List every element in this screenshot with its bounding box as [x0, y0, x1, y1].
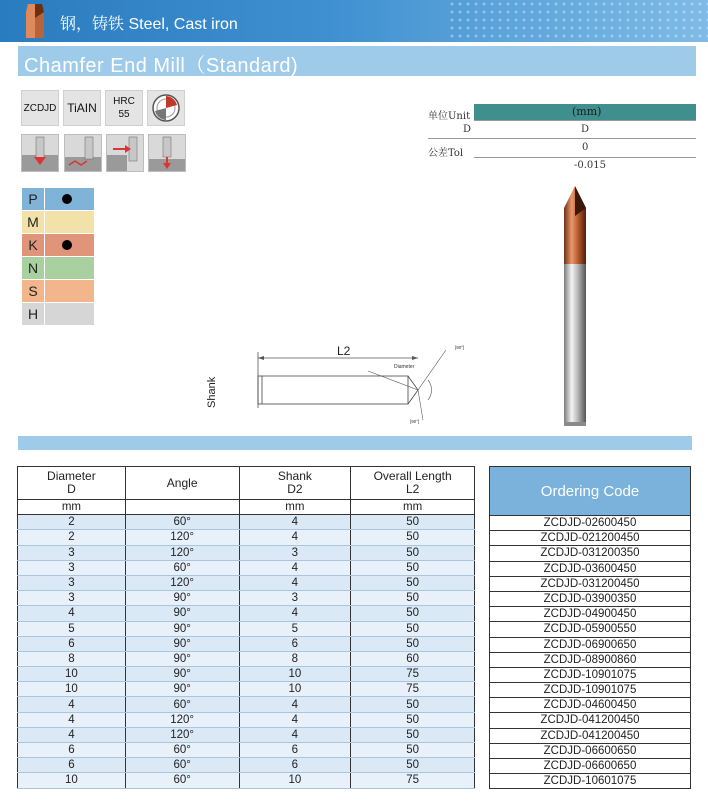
angle-cell: 120°: [125, 575, 239, 590]
table-row: [18, 667, 475, 682]
length-cell: 50: [351, 697, 475, 712]
length-cell: 50: [351, 530, 475, 545]
tol-lower: -0.015: [574, 160, 607, 171]
diameter-cell: 4: [18, 697, 126, 712]
ordering-code-cell: ZCDJD-05900550: [489, 622, 691, 637]
ordering-code-cell: ZCDJD-03600450: [489, 562, 691, 577]
shank-cell: 10: [239, 667, 351, 682]
unit-value: (mm): [572, 105, 602, 118]
ordering-code-cell: ZCDJD-10901075: [489, 668, 691, 683]
hrc-badge: [105, 90, 143, 126]
ordering-code-cell: ZCDJD-10901075: [489, 683, 691, 698]
unit-cell: mm: [239, 500, 351, 515]
length-cell: 75: [351, 682, 475, 697]
angle-cell: 120°: [125, 545, 239, 560]
angle-cell: 60°: [125, 560, 239, 575]
material-row-m: [22, 211, 94, 233]
coating-badge: [63, 90, 101, 126]
material-letter: P: [22, 188, 44, 210]
length-cell: 50: [351, 743, 475, 758]
diameter-cell: 6: [18, 636, 126, 651]
table-row: [18, 727, 475, 742]
material-cell: [45, 257, 94, 279]
material-cell: [45, 303, 94, 325]
table-row: [18, 621, 475, 636]
ordering-code-cell: ZCDJD-06600650: [489, 759, 691, 774]
coating-label: TiAIN: [67, 101, 97, 115]
diameter-cell: 8: [18, 651, 126, 666]
series-label: ZCDJD: [23, 102, 57, 114]
material-row-k: [22, 234, 94, 256]
length-cell: 50: [351, 560, 475, 575]
diameter-cell: 4: [18, 727, 126, 742]
material-cell: [45, 188, 94, 210]
table-row: [18, 560, 475, 575]
angle-cell: 120°: [125, 727, 239, 742]
length-cell: 50: [351, 758, 475, 773]
table-row: [18, 712, 475, 727]
table-row: [18, 575, 475, 590]
diameter-label: Diameter: [394, 364, 415, 370]
shank-cell: 4: [239, 560, 351, 575]
shank-cell: 4: [239, 727, 351, 742]
diameter-cell: 10: [18, 773, 126, 788]
angle-cell: 90°: [125, 636, 239, 651]
ordering-code-cell: ZCDJD-06900650: [489, 638, 691, 653]
col-header-shank: [239, 467, 351, 500]
unit-cell: mm: [351, 500, 475, 515]
table-row: [18, 636, 475, 651]
angle-cell: 90°: [125, 667, 239, 682]
shank-cell: 10: [239, 682, 351, 697]
ordering-code-cell: ZCDJD-041200450: [489, 729, 691, 744]
angle-cell: 120°: [125, 712, 239, 727]
unit-label: 单位Unit: [428, 111, 471, 122]
unit-cell: mm: [18, 500, 126, 515]
ordering-code-cell: ZCDJD-041200450: [489, 713, 691, 728]
end-mill-logo-icon: [22, 4, 48, 38]
shank-cell: 10: [239, 773, 351, 788]
hrc-value: 55: [118, 109, 130, 120]
unit-cell: [125, 500, 239, 515]
material-letter: K: [22, 234, 44, 256]
diameter-cell: 6: [18, 758, 126, 773]
ordering-code-cell: ZCDJD-04900450: [489, 607, 691, 622]
shank-cell: 4: [239, 712, 351, 727]
chamfer-side-icon: [106, 134, 144, 172]
table-row: [18, 545, 475, 560]
tol-upper: 0: [582, 142, 589, 153]
suitable-dot-icon: [62, 240, 72, 250]
table-row: [18, 591, 475, 606]
table-row: [18, 606, 475, 621]
suitable-dot-icon: [62, 194, 72, 204]
hrc-label: HRC: [113, 96, 135, 107]
length-cell: 60: [351, 651, 475, 666]
product-name: Chamfer End Mill（Standard): [24, 55, 299, 77]
length-cell: 50: [351, 591, 475, 606]
col-header-angle: [125, 467, 239, 500]
col-header-length: [351, 467, 475, 500]
diameter-cell: 3: [18, 545, 126, 560]
flute-cross-section-icon: [151, 93, 181, 123]
shank-cell: 5: [239, 621, 351, 636]
diameter-cell: 6: [18, 743, 126, 758]
table-row: [18, 682, 475, 697]
diameter-cell: 3: [18, 591, 126, 606]
material-letter: N: [22, 257, 44, 279]
unit-rule: [474, 157, 696, 158]
table-row: [18, 758, 475, 773]
angle-top-label: [90°]: [455, 345, 465, 350]
diameter-cell: 10: [18, 667, 126, 682]
length-cell: 75: [351, 773, 475, 788]
ordering-code-cell: ZCDJD-06600650: [489, 744, 691, 759]
diameter-cell: 3: [18, 575, 126, 590]
ordering-code-cell: ZCDJD-03900350: [489, 592, 691, 607]
material-row-n: [22, 257, 94, 279]
length-cell: 50: [351, 621, 475, 636]
material-letter: S: [22, 280, 44, 302]
diameter-cell: 4: [18, 712, 126, 727]
header-line: D2: [287, 482, 303, 496]
shank-cell: 3: [239, 545, 351, 560]
product-title-bar: [18, 46, 696, 76]
table-row: [18, 515, 475, 530]
flute-section-badge: [147, 90, 185, 126]
length-cell: 50: [351, 636, 475, 651]
ordering-code-cell: ZCDJD-10601075: [489, 774, 691, 789]
shank-cell: 6: [239, 743, 351, 758]
angle-cell: 60°: [125, 515, 239, 530]
header-line: Diameter: [47, 469, 96, 483]
shank-cell: 4: [239, 606, 351, 621]
series-badge: [21, 90, 59, 126]
material-row-p: [22, 188, 94, 210]
chamfer-plunge-icon: [148, 134, 186, 172]
table-row: [18, 530, 475, 545]
header-line: Angle: [166, 475, 198, 490]
shank-label: Shank: [206, 376, 218, 408]
material-cell: [45, 211, 94, 233]
angle-cell: 90°: [125, 651, 239, 666]
material-letter: H: [22, 303, 44, 325]
header-title: 钢，铸铁 Steel, Cast iron: [60, 16, 238, 33]
table-row: [18, 743, 475, 758]
length-cell: 50: [351, 515, 475, 530]
angle-cell: 90°: [125, 606, 239, 621]
angle-cell: 120°: [125, 530, 239, 545]
angle-bottom-label: [90°]: [410, 419, 420, 424]
length-label: L2: [337, 344, 351, 358]
shank-cell: 4: [239, 697, 351, 712]
angle-cell: 60°: [125, 743, 239, 758]
material-cell: [45, 234, 94, 256]
header-band: [0, 0, 708, 42]
diameter-cell: 10: [18, 682, 126, 697]
ordering-code-cell: ZCDJD-021200450: [489, 531, 691, 546]
shank-cell: 6: [239, 636, 351, 651]
header-line: D: [67, 482, 76, 496]
shank-cell: 6: [239, 758, 351, 773]
chamfer-edge-icon: [64, 134, 102, 172]
length-cell: 50: [351, 575, 475, 590]
diameter-cell: 5: [18, 621, 126, 636]
angle-cell: 60°: [125, 697, 239, 712]
ordering-code-cell: ZCDJD-02600450: [489, 516, 691, 531]
diameter-cell: 4: [18, 606, 126, 621]
table-row: [18, 697, 475, 712]
angle-cell: 90°: [125, 591, 239, 606]
header-line: L2: [405, 482, 420, 496]
length-cell: 50: [351, 545, 475, 560]
angle-cell: 60°: [125, 773, 239, 788]
d-value: D: [581, 124, 590, 135]
chamfer-end-mill-image: [555, 186, 595, 430]
shank-cell: 3: [239, 591, 351, 606]
ordering-code-cell: ZCDJD-08900860: [489, 653, 691, 668]
diameter-cell: 2: [18, 515, 126, 530]
material-row-h: [22, 303, 94, 325]
diameter-cell: 2: [18, 530, 126, 545]
unit-rule: [474, 120, 696, 121]
section-divider: [18, 436, 692, 450]
material-row-s: [22, 280, 94, 302]
ordering-code-column: [489, 466, 691, 789]
shank-cell: 4: [239, 515, 351, 530]
table-row: [18, 651, 475, 666]
col-header-diameter: [18, 467, 126, 500]
shank-cell: 4: [239, 530, 351, 545]
table-row: [18, 773, 475, 788]
material-letter: M: [22, 211, 44, 233]
d-label: D: [463, 124, 472, 135]
length-cell: 50: [351, 727, 475, 742]
angle-cell: 90°: [125, 621, 239, 636]
length-cell: 75: [351, 667, 475, 682]
shank-cell: 4: [239, 575, 351, 590]
angle-cell: 60°: [125, 758, 239, 773]
header-dot-pattern: [448, 0, 708, 42]
shank-cell: 8: [239, 651, 351, 666]
ordering-code-cell: ZCDJD-031200450: [489, 577, 691, 592]
length-cell: 50: [351, 712, 475, 727]
ordering-code-header: Ordering Code: [489, 466, 691, 516]
header-line: Shank: [277, 469, 312, 483]
header-line: Overall Length: [373, 469, 452, 483]
material-cell: [45, 280, 94, 302]
chamfer-slot-icon: [21, 134, 59, 172]
diameter-cell: 3: [18, 560, 126, 575]
tol-label: 公差Tol: [428, 148, 464, 159]
ordering-code-cell: ZCDJD-04600450: [489, 698, 691, 713]
ordering-code-cell: ZCDJD-031200350: [489, 546, 691, 561]
length-cell: 50: [351, 606, 475, 621]
unit-rule: [428, 138, 696, 139]
angle-cell: 90°: [125, 682, 239, 697]
spec-table: [17, 466, 475, 789]
